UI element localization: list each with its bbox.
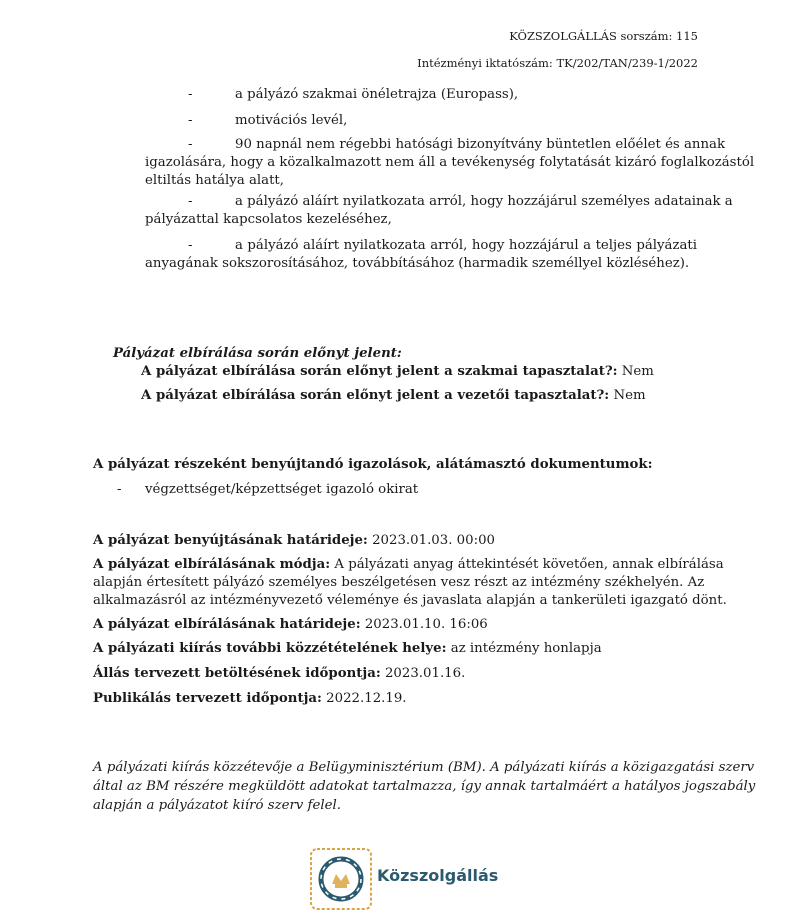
advantage-q2 bbox=[141, 388, 646, 403]
deadline-value: 2023.01.03. 00:00 bbox=[372, 533, 495, 548]
footer-line: A pályázati kiírás közzétevője a Belügyminisztérium (BM). A pályázati kiírás a közigazgatási szerv bbox=[93, 760, 755, 775]
footer-line: alapján a pályázatot kiíró szerv felel. bbox=[93, 798, 341, 813]
serial-number: KÖZSZOLGÁLLÁS sorszám: 115 bbox=[509, 29, 698, 43]
method-text: A pályázati anyag áttekintését követően, annak elbírálása bbox=[334, 557, 724, 572]
deadline-row bbox=[93, 533, 495, 548]
deadline-label: A pályázat benyújtásának határideje: bbox=[93, 533, 368, 548]
advantage-q2-value: Nem bbox=[613, 388, 646, 403]
fill-label: Állás tervezett betöltésének időpontja: bbox=[93, 666, 381, 681]
list-item-line: eltiltás hatálya alatt, bbox=[145, 173, 284, 188]
pub-value: 2022.12.19. bbox=[326, 691, 407, 706]
fill-row bbox=[93, 666, 465, 681]
list-item: motivációs levél, bbox=[235, 113, 348, 128]
judge-value: 2023.01.10. 16:06 bbox=[364, 617, 488, 632]
logo-base bbox=[335, 884, 347, 888]
list-dash: - bbox=[188, 137, 193, 152]
advantage-title: Pályázat elbírálása során előnyt jelent: bbox=[113, 346, 402, 361]
footer-line: által az BM részére megküldött adatokat tartalmazza, így annak tartalmáért a hatályos jogszabály bbox=[93, 779, 756, 794]
list-dash: - bbox=[188, 113, 193, 128]
judge-label: A pályázat elbírálásának határideje: bbox=[93, 617, 361, 632]
list-dash: - bbox=[188, 238, 193, 253]
list-item-line: 90 napnál nem régebbi hatósági bizonyítvány büntetlen előélet és annak bbox=[235, 137, 726, 152]
list-item-line: anyagának sokszorosításához, továbbításához (harmadik személlyel közléséhez). bbox=[145, 256, 690, 271]
method-line bbox=[93, 557, 724, 572]
attachments-item: végzettséget/képzettséget igazoló okirat bbox=[145, 482, 419, 497]
list-dash: - bbox=[117, 482, 122, 497]
advantage-q1 bbox=[141, 364, 654, 379]
method-line: alkalmazásról az intézményvezető véleménye és javaslata alapján a tankerületi igazgató dönt. bbox=[93, 593, 727, 608]
registry-number: Intézményi iktatószám: TK/202/TAN/239-1/2022 bbox=[417, 56, 698, 70]
list-item-line: a pályázó aláírt nyilatkozata arról, hogy hozzájárul a teljes pályázati bbox=[235, 238, 697, 253]
advantage-q1-label: A pályázat elbírálása során előnyt jelent a szakmai tapasztalat?: bbox=[141, 364, 618, 379]
attachments-title: A pályázat részeként benyújtandó igazolások, alátámasztó dokumentumok: bbox=[93, 457, 653, 472]
fill-value: 2023.01.16. bbox=[384, 666, 466, 681]
judge-row bbox=[93, 617, 488, 632]
list-item: a pályázó szakmai önéletrajza (Europass), bbox=[235, 87, 519, 102]
publish-place-row bbox=[93, 641, 602, 656]
list-item-line: a pályázó aláírt nyilatkozata arról, hogy hozzájárul személyes adatainak a bbox=[235, 194, 733, 209]
advantage-q2-label: A pályázat elbírálása során előnyt jelent a vezetői tapasztalat?: bbox=[141, 388, 610, 403]
list-dash: - bbox=[188, 194, 193, 209]
pub-row bbox=[93, 691, 407, 706]
method-label: A pályázat elbírálásának módja: bbox=[93, 557, 331, 572]
advantage-q1-value: Nem bbox=[621, 364, 654, 379]
publish-place-value: az intézmény honlapja bbox=[450, 641, 602, 656]
list-item-line: pályázattal kapcsolatos kezeléséhez, bbox=[145, 212, 392, 227]
kozszolgallas-logo-icon bbox=[308, 846, 374, 912]
method-line: alapján értesített pályázó személyes beszélgetésen vesz részt az intézmény székhelyén. Az bbox=[93, 575, 705, 590]
pub-label: Publikálás tervezett időpontja: bbox=[93, 691, 322, 706]
logo-wordmark: Közszolgállás bbox=[377, 866, 499, 885]
list-dash: - bbox=[188, 87, 193, 102]
logo-crown bbox=[332, 874, 350, 884]
publish-place-label: A pályázati kiírás további közzétételének helye: bbox=[93, 641, 447, 656]
list-item-line: igazolására, hogy a közalkalmazott nem áll a tevékenység folytatását kizáró foglalkozástól bbox=[145, 155, 755, 170]
